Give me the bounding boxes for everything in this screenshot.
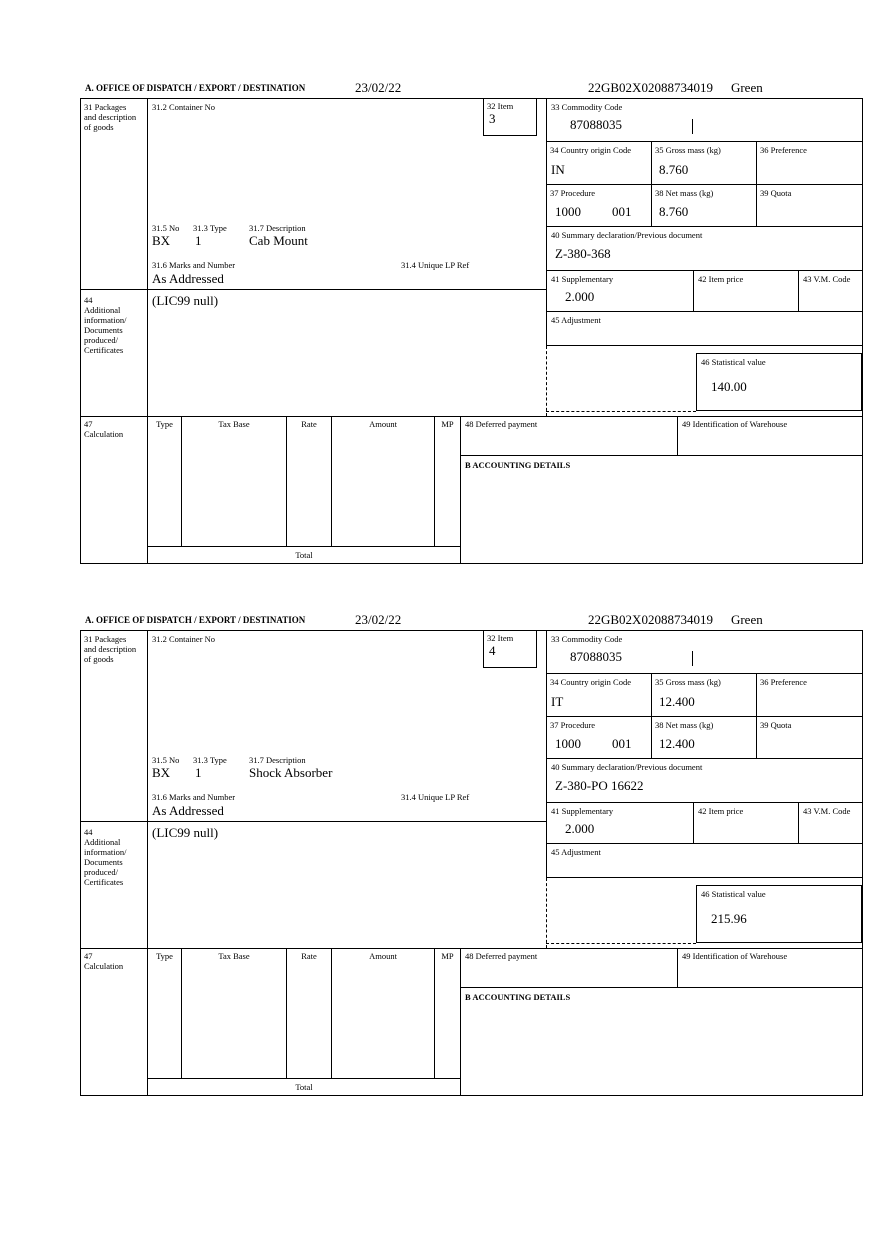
box48-deferred-payment [460, 416, 677, 456]
box32-label: 32 Item [487, 101, 514, 111]
box47-text: Calculation [84, 429, 124, 440]
dashed-vertical-line [546, 878, 547, 948]
box44-divider-line [81, 821, 547, 822]
box31-5-label: 31.5 No [152, 223, 180, 233]
commodity-code-tick [692, 651, 693, 666]
date-value: 23/02/22 [355, 612, 402, 627]
box35-gross-mass [651, 142, 756, 185]
country-origin-value: IT [551, 694, 564, 709]
box31-label: 31 Packages and description of goods [84, 634, 137, 665]
package-type-value: BX [152, 765, 171, 780]
box43-label: 43 V.M. Code [803, 274, 851, 284]
box37-procedure [546, 717, 651, 759]
box31-label: 31 Packages and description of goods [84, 102, 137, 133]
box45-adjustment [546, 312, 862, 346]
box45-adjustment [546, 844, 862, 878]
box42-label: 42 Item price [698, 274, 744, 284]
procedure-value: 1000 [555, 204, 581, 219]
tax-base-column: Tax Base [182, 948, 287, 1078]
item-number-value: 3 [489, 111, 496, 126]
box44-label [84, 295, 138, 355]
tax-amount-column: Amount [332, 416, 435, 546]
box44-label [84, 827, 138, 887]
box31-6-label: 31.6 Marks and Number [152, 792, 236, 802]
tax-mp-column: MP [435, 416, 461, 546]
box31-4-label: 31.4 Unique LP Ref [401, 792, 470, 802]
box49-warehouse [677, 948, 862, 988]
box39-quota [756, 185, 862, 227]
box36-preference [756, 674, 862, 717]
box47-label [84, 951, 138, 971]
box33-label: 33 Commodity Code [551, 634, 623, 644]
tax-base-column: Tax Base [182, 416, 287, 546]
package-qty-value: 1 [195, 765, 202, 780]
box38-label: 38 Net mass (kg) [655, 720, 714, 730]
package-qty-value: 1 [195, 233, 202, 248]
box31-6-label: 31.6 Marks and Number [152, 260, 236, 270]
box41-label: 41 Supplementary [551, 806, 614, 816]
tax-type-column: Type [148, 416, 182, 546]
goods-description-value: Cab Mount [249, 233, 308, 248]
box32-item [483, 99, 537, 136]
box48-deferred-payment [460, 948, 677, 988]
box42-item-price [693, 803, 798, 844]
date-value: 23/02/22 [355, 80, 402, 95]
box38-net-mass [651, 717, 756, 759]
box31-7-label: 31.7 Description [249, 755, 306, 765]
net-mass-value: 12.400 [659, 736, 695, 751]
commodity-code-value: 87088035 [570, 649, 622, 664]
box33-commodity-code [546, 99, 862, 142]
box44-number: 44 [84, 827, 93, 837]
box37-procedure [546, 185, 651, 227]
additional-info-value: (LIC99 null) [152, 825, 219, 840]
tax-total-row: Total [148, 1078, 461, 1095]
box40-summary-declaration [546, 227, 862, 271]
gross-mass-value: 8.760 [659, 162, 689, 177]
box47-text: Calculation [84, 961, 124, 972]
box31-3-label: 31.3 Type [193, 223, 227, 233]
box41-supplementary [546, 803, 693, 844]
statistical-value: 140.00 [711, 379, 747, 394]
procedure-value: 1000 [555, 736, 581, 751]
box33-commodity-code [546, 631, 862, 674]
gross-mass-value: 12.400 [659, 694, 695, 709]
statistical-value: 215.96 [711, 911, 747, 926]
routing-status: Green [730, 612, 763, 627]
box46-label: 46 Statistical value [701, 889, 766, 899]
box34-label: 34 Country origin Code [550, 145, 631, 155]
box32-label: 32 Item [487, 633, 514, 643]
office-of-dispatch-label: A. OFFICE OF DISPATCH / EXPORT / DESTINATION [85, 615, 306, 625]
box45-label: 45 Adjustment [551, 315, 601, 325]
tax-mp-column: MP [435, 948, 461, 1078]
box39-quota [756, 717, 862, 759]
box36-preference [756, 142, 862, 185]
box47-number: 47 [84, 951, 93, 961]
box49-label: 49 Identification of Warehouse [682, 419, 788, 429]
section-b-label: B ACCOUNTING DETAILS [465, 460, 571, 470]
country-origin-value: IN [551, 162, 565, 177]
box35-label: 35 Gross mass (kg) [655, 145, 721, 155]
box40-label: 40 Summary declaration/Previous document [551, 762, 703, 772]
box31-4-label: 31.4 Unique LP Ref [401, 260, 470, 270]
routing-status: Green [730, 80, 763, 95]
section-b-label: B ACCOUNTING DETAILS [465, 992, 571, 1002]
net-mass-value: 8.760 [659, 204, 689, 219]
supplementary-value: 2.000 [565, 821, 595, 836]
tax-total-row: Total [148, 546, 461, 563]
left-label-column [81, 631, 148, 1095]
marks-value: As Addressed [152, 271, 224, 286]
box31-5-label: 31.5 No [152, 755, 180, 765]
box33-label: 33 Commodity Code [551, 102, 623, 112]
box44-number: 44 [84, 295, 93, 305]
sad-item-block-3 [80, 78, 863, 564]
box44-text: Additional information/ Documents produced/ Certificates [84, 837, 127, 888]
mrn-number: 22GB02X02088734019 [588, 612, 713, 627]
sad-form-grid [80, 98, 863, 564]
box41-supplementary [546, 271, 693, 312]
box31-2-label: 31.2 Container No [152, 634, 216, 644]
tax-rate-column: Rate [287, 948, 332, 1078]
box31-7-label: 31.7 Description [249, 223, 306, 233]
box37-label: 37 Procedure [550, 720, 596, 730]
block-header [80, 610, 863, 630]
box47-number: 47 [84, 419, 93, 429]
box43-vm-code [798, 271, 862, 312]
box46-label: 46 Statistical value [701, 357, 766, 367]
box35-label: 35 Gross mass (kg) [655, 677, 721, 687]
box31-2-label: 31.2 Container No [152, 102, 216, 112]
commodity-code-value: 87088035 [570, 117, 622, 132]
box31-3-label: 31.3 Type [193, 755, 227, 765]
procedure-ext-value: 001 [612, 204, 632, 219]
supplementary-value: 2.000 [565, 289, 595, 304]
dashed-horizontal-line [546, 943, 696, 944]
box42-label: 42 Item price [698, 806, 744, 816]
section-b-accounting [460, 456, 862, 563]
item-number-value: 4 [489, 643, 496, 658]
section-b-accounting [460, 988, 862, 1095]
package-type-value: BX [152, 233, 171, 248]
block-header [80, 78, 863, 98]
box42-item-price [693, 271, 798, 312]
box34-country-origin [546, 142, 651, 185]
box34-label: 34 Country origin Code [550, 677, 631, 687]
sad-item-block-4 [80, 610, 863, 1096]
box32-item [483, 631, 537, 668]
marks-value: As Addressed [152, 803, 224, 818]
box41-label: 41 Supplementary [551, 274, 614, 284]
office-of-dispatch-label: A. OFFICE OF DISPATCH / EXPORT / DESTINATION [85, 83, 306, 93]
procedure-ext-value: 001 [612, 736, 632, 751]
box34-country-origin [546, 674, 651, 717]
box38-net-mass [651, 185, 756, 227]
left-label-column [81, 99, 148, 563]
summary-declaration-value: Z-380-PO 16622 [555, 778, 644, 793]
commodity-code-tick [692, 119, 693, 134]
box49-warehouse [677, 416, 862, 456]
box43-label: 43 V.M. Code [803, 806, 851, 816]
box36-label: 36 Preference [760, 145, 807, 155]
box49-label: 49 Identification of Warehouse [682, 951, 788, 961]
box48-label: 48 Deferred payment [465, 951, 538, 961]
box40-label: 40 Summary declaration/Previous document [551, 230, 703, 240]
tax-rate-column: Rate [287, 416, 332, 546]
box47-label [84, 419, 138, 439]
mrn-line [588, 81, 763, 95]
box35-gross-mass [651, 674, 756, 717]
box36-label: 36 Preference [760, 677, 807, 687]
box43-vm-code [798, 803, 862, 844]
box46-statistical-value [696, 885, 862, 943]
box46-statistical-value [696, 353, 862, 411]
summary-declaration-value: Z-380-368 [555, 246, 611, 261]
box45-label: 45 Adjustment [551, 847, 601, 857]
box40-summary-declaration [546, 759, 862, 803]
box39-label: 39 Quota [760, 188, 792, 198]
dashed-horizontal-line [546, 411, 696, 412]
tax-amount-column: Amount [332, 948, 435, 1078]
sad-form-grid [80, 630, 863, 1096]
box38-label: 38 Net mass (kg) [655, 188, 714, 198]
box37-label: 37 Procedure [550, 188, 596, 198]
mrn-line [588, 613, 763, 627]
mrn-number: 22GB02X02088734019 [588, 80, 713, 95]
dashed-vertical-line [546, 346, 547, 416]
box39-label: 39 Quota [760, 720, 792, 730]
box48-label: 48 Deferred payment [465, 419, 538, 429]
additional-info-value: (LIC99 null) [152, 293, 219, 308]
goods-description-value: Shock Absorber [249, 765, 333, 780]
tax-type-column: Type [148, 948, 182, 1078]
box44-divider-line [81, 289, 547, 290]
box44-text: Additional information/ Documents produced/ Certificates [84, 305, 127, 356]
